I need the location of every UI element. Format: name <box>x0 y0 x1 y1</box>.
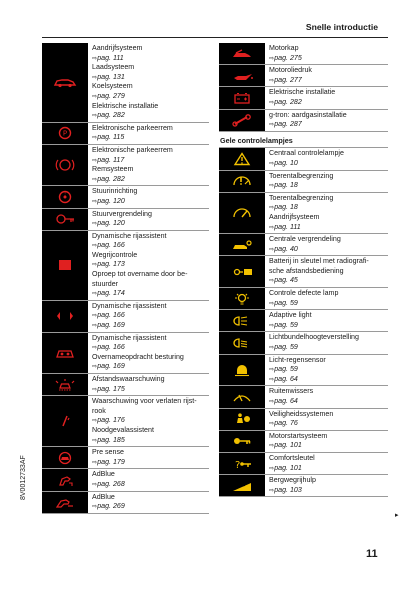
page-reference-link[interactable] <box>269 441 327 451</box>
lamp-description <box>88 186 137 207</box>
page-reference-link[interactable] <box>92 416 197 426</box>
page-reference-link[interactable] <box>92 260 187 270</box>
reference-arrow-icon: ⇨ <box>92 175 98 183</box>
reference-arrow-icon: ⇨ <box>92 134 98 142</box>
page-reference-text: pag. 64 <box>274 374 298 383</box>
lamp-row <box>42 209 209 231</box>
reference-arrow-icon: ⇨ <box>269 375 275 383</box>
reference-arrow-icon: ⇨ <box>92 261 98 269</box>
reference-arrow-icon: ⇨ <box>269 486 275 494</box>
lamp-row <box>219 355 388 387</box>
page-reference-link[interactable] <box>92 289 187 299</box>
lamp-description <box>265 431 327 452</box>
lamp-description <box>265 288 338 309</box>
lamp-description <box>88 43 158 122</box>
lamp-row <box>42 333 209 374</box>
page-reference-text: pag. 166 <box>97 311 125 320</box>
key-question-yellow-icon <box>219 453 265 474</box>
reference-arrow-icon: ⇨ <box>269 344 275 352</box>
reference-arrow-icon: ⇨ <box>92 312 98 320</box>
lamp-description <box>265 332 359 353</box>
page-reference-link[interactable] <box>92 197 137 207</box>
wiper-yellow-icon <box>219 386 265 407</box>
key-battery-yellow-icon <box>219 256 265 287</box>
page-reference-link[interactable] <box>269 245 341 255</box>
lamp-label: Controle defecte lamp <box>269 289 339 298</box>
lamp-description <box>265 65 312 86</box>
lamp-row <box>219 431 388 453</box>
page-reference-text: pag. 101 <box>274 463 302 472</box>
page-reference-text: pag. 166 <box>97 241 125 250</box>
lamp-label: Laadsysteem <box>92 63 135 72</box>
page-reference-text: pag. 120 <box>97 196 125 205</box>
reference-arrow-icon: ⇨ <box>92 385 98 393</box>
page-reference-text: pag. 169 <box>97 321 125 330</box>
lamp-label: Dynamische rijassistent <box>92 333 167 342</box>
lamp-description <box>265 171 333 192</box>
page-reference-text: pag. 282 <box>97 111 125 120</box>
reference-arrow-icon: ⇨ <box>92 54 98 62</box>
page-reference-link[interactable] <box>269 397 313 407</box>
page-reference-text: pag. 268 <box>97 479 125 488</box>
page-reference-link[interactable] <box>269 203 333 213</box>
hill-assist-yellow-icon <box>219 475 265 496</box>
car-key-lock-yellow-icon <box>219 234 265 255</box>
lamp-row <box>219 65 388 87</box>
lamp-row <box>219 234 388 256</box>
lamp-label: Aandrijfsysteem <box>269 212 320 221</box>
lamp-row <box>219 386 388 408</box>
page-reference-link[interactable] <box>269 98 335 108</box>
page-reference-link[interactable] <box>92 385 165 395</box>
page-reference-link[interactable] <box>269 486 316 496</box>
page-reference-link[interactable] <box>269 159 344 169</box>
page-reference-text: pag. 18 <box>274 203 298 212</box>
steering-lock-key-red-icon <box>42 209 88 230</box>
page-reference-link[interactable] <box>92 458 125 468</box>
lamp-label: Ruitenwissers <box>269 387 314 396</box>
battery-red-icon <box>219 87 265 108</box>
adaptive-light-yellow-icon <box>219 310 265 331</box>
lamp-label: Motorstartsysteem <box>269 431 328 440</box>
lamp-description <box>88 333 184 373</box>
page-reference-link[interactable] <box>92 219 152 229</box>
lamp-label: Dynamische rijassistent <box>92 301 167 310</box>
lamp-description <box>265 453 315 474</box>
lamp-row <box>219 256 388 288</box>
lamp-row <box>42 186 209 208</box>
lamp-description <box>265 43 302 64</box>
lamp-description <box>88 447 125 468</box>
lamp-description <box>265 256 369 287</box>
reference-arrow-icon: ⇨ <box>92 112 98 120</box>
lamp-description <box>265 310 312 331</box>
lamp-row <box>42 447 209 469</box>
lamp-label: AdBlue <box>92 470 115 479</box>
svg-text:P: P <box>62 129 68 138</box>
lamp-label: Stuurinrichting <box>92 187 138 196</box>
page-reference-text: pag. 131 <box>97 72 125 81</box>
lamp-description <box>265 87 335 108</box>
page-reference-link[interactable] <box>269 464 315 474</box>
red-lamps-continued <box>219 43 388 132</box>
adblue-nozzle-red-icon <box>42 469 88 490</box>
page-reference-text: pag. 10 <box>274 158 298 167</box>
lamp-label: Centraal controlelampje <box>269 149 344 158</box>
reference-arrow-icon: ⇨ <box>92 344 98 352</box>
right-column <box>219 43 388 497</box>
page-reference-link[interactable] <box>92 321 167 331</box>
reference-arrow-icon: ⇨ <box>92 197 98 205</box>
lamp-description <box>88 145 173 185</box>
oil-can-red-icon <box>219 65 265 86</box>
reference-arrow-icon: ⇨ <box>269 442 275 450</box>
steering-wheel-red-icon <box>42 186 88 207</box>
lamp-label: Toerentalbegrenzing <box>269 193 334 202</box>
page-reference-text: pag. 275 <box>274 53 302 62</box>
page-reference-link[interactable] <box>269 120 347 130</box>
page-reference-text: pag. 59 <box>274 298 298 307</box>
reference-arrow-icon: ⇨ <box>92 458 98 466</box>
lamp-label: Elektrische installatie <box>92 101 159 110</box>
lamp-label: Oproep tot overname door be- <box>92 270 188 279</box>
svg-text:!: ! <box>64 191 66 197</box>
page-reference-link[interactable] <box>269 181 333 191</box>
lamp-label: Overnameopdracht besturing <box>92 352 184 361</box>
page-reference-link[interactable] <box>92 54 158 64</box>
lamp-description <box>265 193 333 233</box>
lamp-row <box>42 374 209 396</box>
pre-sense-car-red-icon <box>42 447 88 468</box>
lamp-label: Motoroliedruk <box>269 66 312 75</box>
page-reference-text: pag. 176 <box>97 416 125 425</box>
distance-warning-red-icon <box>42 374 88 395</box>
lamp-label: Elektronische parkeerrem <box>92 145 173 154</box>
lamp-label: Elektrische installatie <box>269 88 336 97</box>
page-reference-link[interactable] <box>92 343 184 353</box>
airbag-person-yellow-icon <box>219 409 265 430</box>
page-reference-text: pag. 103 <box>274 485 302 494</box>
page-reference-text: pag. 166 <box>97 343 125 352</box>
page-reference-link[interactable] <box>269 321 312 331</box>
lamp-row <box>42 43 209 123</box>
bulb-yellow-icon <box>219 288 265 309</box>
reference-arrow-icon: ⇨ <box>269 54 275 62</box>
page-reference-link[interactable] <box>92 311 167 321</box>
lamp-label: Bergwegrijhulp <box>269 476 316 485</box>
warning-triangle-yellow-icon <box>219 148 265 169</box>
lamp-description <box>88 209 152 230</box>
page-reference-link[interactable] <box>269 223 333 233</box>
lamp-label: Stuurvergrendeling <box>92 209 152 218</box>
page-reference-text: pag. 269 <box>97 502 125 511</box>
page-reference-link[interactable] <box>92 156 173 166</box>
lamp-row <box>219 409 388 431</box>
svg-text:?: ? <box>235 459 241 471</box>
reference-arrow-icon: ⇨ <box>269 223 275 231</box>
lane-marking-red-icon <box>42 396 88 446</box>
lamp-label: Licht-regensensor <box>269 355 326 364</box>
tachometer-exclamation-yellow-icon <box>219 171 265 192</box>
page-reference-link[interactable] <box>92 502 125 512</box>
yellow-lamps-list <box>219 148 388 497</box>
reference-arrow-icon: ⇨ <box>269 76 275 84</box>
reference-arrow-icon: ⇨ <box>92 417 98 425</box>
reference-arrow-icon: ⇨ <box>269 299 275 307</box>
left-column <box>42 43 209 514</box>
brake-circle-red-icon <box>42 145 88 185</box>
lamp-description <box>265 409 333 430</box>
lamp-row <box>219 475 388 497</box>
reference-arrow-icon: ⇨ <box>92 156 98 164</box>
reference-arrow-icon: ⇨ <box>269 159 275 167</box>
reference-arrow-icon: ⇨ <box>92 503 98 511</box>
lamp-label: Koelsysteem <box>92 82 133 91</box>
page-reference-text: pag. 59 <box>274 320 298 329</box>
adblue-car-red-icon <box>42 492 88 513</box>
page-reference-text: pag. 282 <box>97 174 125 183</box>
red-square-icon <box>42 231 88 300</box>
page-reference-text: pag. 279 <box>97 91 125 100</box>
page-reference-text: pag. 18 <box>274 181 298 190</box>
page-number: 11 <box>366 548 378 560</box>
page-reference-link[interactable] <box>92 175 173 185</box>
page-reference-link[interactable] <box>92 480 125 490</box>
page-reference-text: pag. 59 <box>274 343 298 352</box>
page-reference-text: pag. 59 <box>274 365 298 374</box>
page-reference-text: pag. 115 <box>97 133 125 142</box>
reference-arrow-icon: ⇨ <box>269 182 275 190</box>
page-reference-text: pag. 174 <box>97 289 125 298</box>
lamp-description <box>88 396 197 446</box>
reference-arrow-icon: ⇨ <box>92 242 98 250</box>
lamp-row <box>219 453 388 475</box>
lamp-row <box>219 288 388 310</box>
wrench-red-icon <box>219 110 265 131</box>
lamp-row <box>219 332 388 354</box>
page-title: Snelle introductie <box>305 22 378 32</box>
page-reference-text: pag. 64 <box>274 397 298 405</box>
lamp-description <box>265 110 347 131</box>
lamp-row <box>42 396 209 447</box>
car-engine-coolant-red-icon <box>42 43 88 122</box>
page-reference-link[interactable] <box>92 73 158 83</box>
start-key-yellow-icon <box>219 431 265 452</box>
lamp-row <box>219 148 388 170</box>
page-reference-link[interactable] <box>269 419 333 429</box>
page-reference-text: pag. 117 <box>97 155 125 164</box>
gauge-needle-yellow-icon <box>219 193 265 233</box>
document-code: 8V0012733AF <box>20 455 27 500</box>
lamp-description <box>88 469 125 490</box>
page-reference-text: pag. 175 <box>97 384 125 393</box>
lamp-description <box>265 386 313 407</box>
lamp-description <box>88 492 125 513</box>
reference-arrow-icon: ⇨ <box>269 366 275 374</box>
lamp-label: Elektronische parkeerrem <box>92 123 173 132</box>
lamp-label: Wegrijcontrole <box>92 250 138 259</box>
lamp-row <box>42 492 209 514</box>
reference-arrow-icon: ⇨ <box>92 363 98 371</box>
page-reference-text: pag. 45 <box>274 276 298 285</box>
reference-arrow-icon: ⇨ <box>92 322 98 330</box>
lamp-row <box>42 469 209 491</box>
page-reference-link[interactable] <box>269 76 312 86</box>
page-reference-text: pag. 277 <box>274 75 302 84</box>
page-reference-text: pag. 111 <box>274 222 301 231</box>
lamp-label: sche afstandsbediening <box>269 266 344 275</box>
lamp-label: rook <box>92 406 106 415</box>
page-reference-text: pag. 173 <box>97 260 125 269</box>
lamp-row <box>219 171 388 193</box>
reference-arrow-icon: ⇨ <box>269 321 275 329</box>
page-reference-text: pag. 40 <box>274 244 298 253</box>
header-rule <box>42 37 388 38</box>
page-reference-text: pag. 76 <box>274 419 298 428</box>
reference-arrow-icon: ⇨ <box>92 220 98 228</box>
lamp-label: Pre sense <box>92 448 124 457</box>
lamp-label: Batterij in sleutel met radiografi- <box>269 257 369 266</box>
lamp-label: AdBlue <box>92 492 115 501</box>
lamp-row <box>219 110 388 132</box>
reference-arrow-icon: ⇨ <box>92 73 98 81</box>
reference-arrow-icon: ⇨ <box>269 398 275 405</box>
lamp-label: Toerentalbegrenzing <box>269 171 334 180</box>
lamp-description <box>265 475 316 496</box>
page-reference-link[interactable] <box>92 92 158 102</box>
lamp-description <box>88 301 167 332</box>
lamp-label: Veiligheidssystemen <box>269 409 334 418</box>
page-reference-link[interactable] <box>92 241 187 251</box>
page-reference-text: pag. 185 <box>97 435 125 444</box>
page-reference-text: pag. 120 <box>97 219 125 228</box>
lamp-row <box>42 231 209 301</box>
reference-arrow-icon: ⇨ <box>269 277 275 285</box>
page-reference-link[interactable] <box>269 276 369 286</box>
reference-arrow-icon: ⇨ <box>269 464 275 472</box>
lamp-label: Motorkap <box>269 44 299 52</box>
page-reference-text: pag. 287 <box>274 120 302 129</box>
lamp-description <box>265 234 341 255</box>
page-reference-link[interactable] <box>92 111 158 121</box>
car-hood-red-icon <box>219 43 265 64</box>
light-sensor-yellow-icon <box>219 355 265 386</box>
reference-arrow-icon: ⇨ <box>269 121 275 129</box>
lamp-label: Adaptive light <box>269 311 312 320</box>
page-reference-link[interactable] <box>269 299 338 309</box>
lamp-row <box>42 301 209 333</box>
section-heading-yellow-lamps: Gele controlelampjes <box>219 132 388 149</box>
lamp-row <box>219 43 388 65</box>
lamp-label: Dynamische rijassistent <box>92 231 167 240</box>
continue-arrow-icon: ▸ <box>395 512 399 519</box>
reference-arrow-icon: ⇨ <box>92 290 98 298</box>
reference-arrow-icon: ⇨ <box>92 436 98 444</box>
page-reference-link[interactable] <box>269 343 359 353</box>
page-reference-link[interactable] <box>269 54 302 64</box>
lamp-description <box>88 231 187 300</box>
page-reference-text: pag. 101 <box>274 441 302 450</box>
lamp-description <box>88 123 173 144</box>
lamp-label: Remsysteem <box>92 165 134 174</box>
reference-arrow-icon: ⇨ <box>269 98 275 106</box>
page-reference-link[interactable] <box>269 365 326 375</box>
reference-arrow-icon: ⇨ <box>269 245 275 253</box>
lamp-label: Afstandswaarschuwing <box>92 375 165 383</box>
lamp-description <box>265 148 344 169</box>
lamp-label: Noodgevalassistent <box>92 425 154 434</box>
page-reference-link[interactable] <box>92 436 197 446</box>
lamp-row <box>219 87 388 109</box>
lamp-row <box>42 123 209 145</box>
lamp-label: Lichtbundelhoogteverstelling <box>269 333 359 342</box>
lane-arrows-red-icon <box>42 301 88 332</box>
reference-arrow-icon: ⇨ <box>92 480 98 488</box>
lamp-label: g-tron: aardgasinstallatie <box>269 110 347 119</box>
reference-arrow-icon: ⇨ <box>92 92 98 100</box>
lamp-label: Comfortsleutel <box>269 453 315 462</box>
page-reference-link[interactable] <box>92 133 173 143</box>
lamp-label: Aandrijfsysteem <box>92 44 143 52</box>
reference-arrow-icon: ⇨ <box>269 420 275 428</box>
page-reference-text: pag. 179 <box>97 457 125 466</box>
reference-arrow-icon: ⇨ <box>269 204 275 212</box>
lamp-description <box>88 374 165 395</box>
parking-brake-p-red-icon <box>42 123 88 144</box>
page-reference-link[interactable] <box>269 375 326 385</box>
lamp-row <box>219 193 388 234</box>
page-reference-link[interactable] <box>92 362 184 372</box>
lamp-row <box>42 145 209 186</box>
headlight-range-yellow-icon <box>219 332 265 353</box>
lamp-label: Centrale vergrendeling <box>269 235 341 244</box>
page-reference-text: pag. 111 <box>97 53 124 62</box>
lamp-label: Waarschuwing voor verlaten rijst- <box>92 397 197 406</box>
page-reference-text: pag. 169 <box>97 362 125 371</box>
page-reference-text: pag. 282 <box>274 97 302 106</box>
lamp-description <box>265 355 326 386</box>
car-hands-red-icon <box>42 333 88 373</box>
lamp-row <box>219 310 388 332</box>
lamp-label: stuurder <box>92 279 119 288</box>
